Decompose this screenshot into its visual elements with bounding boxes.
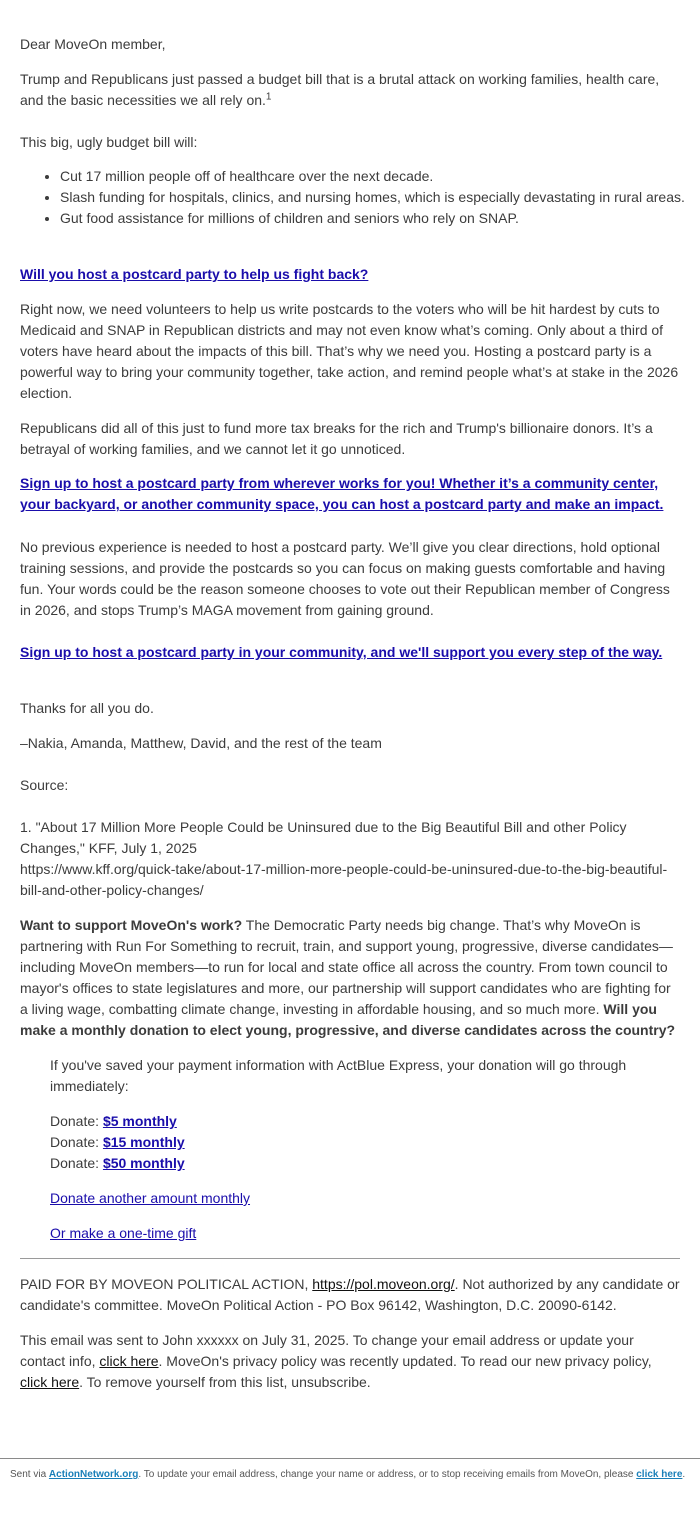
source-citation: [20, 817, 682, 901]
email-notice-text: This email was sent to John xxxxxx on July 31, 2025. To change your email address or update your contact info,: [20, 1332, 634, 1369]
source-label: Source:: [20, 777, 69, 793]
privacy-policy-link[interactable]: click here: [20, 1374, 80, 1390]
footer-divider: [0, 1458, 700, 1459]
volunteers-paragraph: Right now, we need volunteers to help us write postcards to the voters who will be hit hardest by cuts to Medicaid and SNAP in Republican districts and may not even know what’s coming. Only about a third of voters have heard about the impacts of this bill. That’s why we need you. Hosting a postcard party is a powerful way to bring your community together, take action, and remind people what’s at stake in the 2026 election.: [20, 301, 679, 401]
signoff-text: –Nakia, Amanda, Matthew, David, and the rest of the team: [20, 735, 382, 751]
one-time-paragraph: [50, 1223, 650, 1244]
support-bold-lead: Want to support MoveOn's work?: [20, 917, 243, 933]
divider: [20, 1258, 680, 1259]
greeting: Dear MoveOn member,: [20, 36, 166, 52]
paid-for-suffix: . Not authorized by any candidate or candidate's committee. MoveOn Political Action - PO Box 96142, Washington, D.C. 20090-6142.: [20, 1276, 680, 1313]
donate-row: [50, 1153, 650, 1174]
donate-other-paragraph: [50, 1188, 650, 1209]
intro-paragraph: [20, 69, 682, 111]
tax-breaks-paragraph: Republicans did all of this just to fund more tax breaks for the rich and Trump's billionaire donors. It’s a betrayal of working families, and we cannot let it go unnoticed.: [20, 420, 653, 457]
email-notice-text: . MoveOn's privacy policy was recently updated. To read our new privacy policy,: [158, 1353, 652, 1369]
footer-click-here-link[interactable]: click here: [636, 1469, 683, 1480]
paid-for-prefix: PAID FOR BY MOVEON POLITICAL ACTION,: [20, 1276, 313, 1292]
paid-for-disclaimer: [20, 1274, 682, 1316]
email-notice: [20, 1330, 682, 1393]
action-network-footer: [10, 1468, 690, 1481]
footer-text: .: [682, 1469, 686, 1480]
action-network-link[interactable]: ActionNetwork.org: [48, 1469, 139, 1480]
intro-text: Trump and Republicans just passed a budget bill that is a brutal attack on working families, health care, and the basic necessities we all rely on.: [20, 71, 660, 108]
cta-host-postcard-party-link[interactable]: Will you host a postcard party to help us fight back?: [20, 266, 369, 282]
email-notice-text: . To remove yourself from this list, unsubscribe.: [79, 1374, 371, 1390]
support-body: The Democratic Party needs big change. That’s why MoveOn is partnering with Run For Something to recruit, train, and support young, progressive, diverse candidates—including MoveOn members—to run for local and state office all across the country. From town council to mayor's offices to state legislatures and more, our partnership will support candidates who are fighting for a living wage, combatting climate change, investing in affordable housing, and so much more.: [20, 917, 673, 1017]
donate-label: Donate:: [50, 1155, 103, 1171]
source-url: https://www.kff.org/quick-take/about-17-million-more-people-could-be-uninsured-due-to-the-big-beautiful-bill-and-other-policy-changes/: [20, 861, 668, 898]
footer-text: Sent via: [10, 1469, 49, 1480]
list-item: • Gut food assistance for millions of children and seniors who rely on SNAP.: [60, 208, 700, 229]
thanks-text: Thanks for all you do.: [20, 700, 154, 716]
cta-signup-anywhere-link[interactable]: Sign up to host a postcard party from wherever works for you! Whether it’s a community center, your backyard, or another community space, you can host a postcard party and make an impact.: [20, 475, 664, 512]
donate-5-monthly-link[interactable]: $5 monthly: [102, 1113, 177, 1129]
cta-host-party-paragraph: [20, 264, 682, 285]
update-contact-link[interactable]: click here: [99, 1353, 159, 1369]
list-item: • Cut 17 million people off of healthcare over the next decade.: [60, 166, 700, 187]
donate-label: Donate:: [50, 1113, 103, 1129]
donate-50-monthly-link[interactable]: $50 monthly: [102, 1155, 185, 1171]
donate-other-amount-link[interactable]: Donate another amount monthly: [50, 1190, 251, 1206]
cta-signup-anywhere-paragraph: [20, 473, 682, 515]
source-text: 1. "About 17 Million More People Could be Uninsured due to the Big Beautiful Bill and other Policy Changes," KFF, July 1, 2025: [20, 819, 627, 856]
support-paragraph: [20, 915, 682, 1041]
footer-text: . To update your email address, change your name or address, or to stop receiving emails from MoveOn, please: [138, 1469, 637, 1480]
support-bold-ask: Will you make a monthly donation to elect young, progressive, and diverse candidates across the country?: [20, 1001, 676, 1038]
cta-signup-community-paragraph: [20, 642, 682, 663]
donation-options: [50, 1111, 650, 1174]
no-experience-paragraph: No previous experience is needed to host a postcard party. We’ll give you clear directions, hold optional training sessions, and provide the postcards so you can focus on making guests comfortable and having fun. Your words could be the reason someone chooses to vote out their Republican member of Congress in 2026, and stops Trump’s MAGA movement from gaining ground.: [20, 539, 670, 618]
donate-15-monthly-link[interactable]: $15 monthly: [102, 1134, 185, 1150]
pol-moveon-link[interactable]: https://pol.moveon.org/: [312, 1276, 455, 1292]
donate-label: Donate:: [50, 1134, 103, 1150]
bill-lead: This big, ugly budget bill will:: [20, 134, 198, 150]
footnote-marker[interactable]: 1: [265, 91, 272, 103]
cta-signup-community-link[interactable]: Sign up to host a postcard party in your community, and we'll support you every step of the way.: [20, 644, 663, 660]
donate-row: [50, 1132, 650, 1153]
list-item: • Slash funding for hospitals, clinics, and nursing homes, which is especially devastating in rural areas.: [60, 187, 700, 208]
donate-row: [50, 1111, 650, 1132]
one-time-gift-link[interactable]: Or make a one-time gift: [50, 1225, 197, 1241]
actblue-note: If you've saved your payment information with ActBlue Express, your donation will go through immediately:: [50, 1057, 627, 1094]
bill-effects-list: [20, 166, 700, 229]
